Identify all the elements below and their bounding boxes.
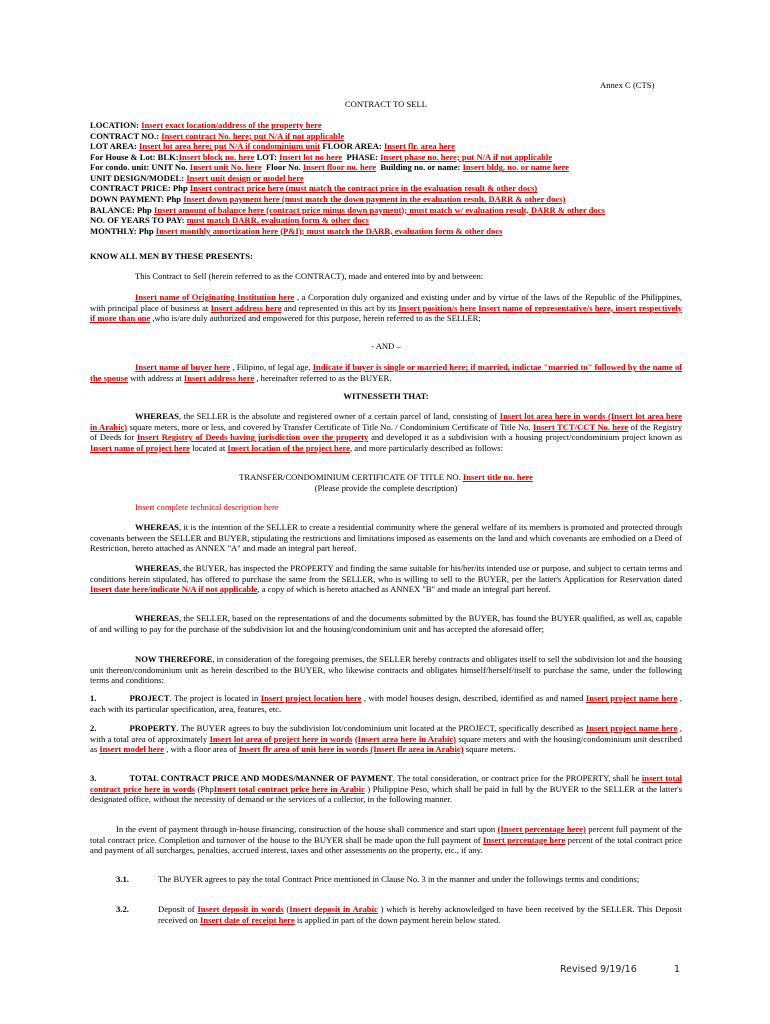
buyer-status-insert[interactable]: Indicate if buyer is single or married here; if married, indictae "married to" followed by the name of the spouse bbox=[90, 362, 682, 383]
and-separator: - AND – bbox=[371, 341, 401, 351]
bldg-value[interactable]: Insert bldg. no. or name here bbox=[462, 162, 569, 173]
project-name-insert[interactable]: Insert name of project here bbox=[90, 442, 190, 453]
document-title: CONTRACT TO SELL bbox=[344, 99, 428, 109]
whereas-2: WHEREAS, it is the intention of the SELLER to create a residential community where the general welfare of its members is promoted and protected through covenants between the SELLER and BUYER, stipulating the restrictions and limitations imposed as easements on the land and which covenants are embodied on a Deed of Restriction, hereto attached as ANNEX "A" and made an integral part hereof. bbox=[90, 522, 682, 554]
inhouse-paragraph: In the event of payment through in-house financing, construction of the house shall commence and start upon (Insert percentage here) percent full payment of the total contract price. Completion and turnover of the house to the BUYER shall be made upon the full payment of Insert percentage here percent of the total contract price and payment of all surcharges, penalties, accrued interest, taxes and other assessments on the property, etc., if any. bbox=[90, 824, 682, 856]
revised-date: Revised 9/19/16 bbox=[560, 964, 637, 975]
floor-area-value[interactable]: Insert flr. area here bbox=[383, 141, 455, 152]
whereas-4: WHEREAS, the SELLER, based on the representations of and the documents submitted by the BUYER, has found the BUYER qualified, as well as, capable of and willing to pay for the purchase of the subdivision lot and the housing/condominium unit and has accepted the aforesaid offer; bbox=[90, 613, 682, 634]
title-no-insert[interactable]: Insert title no. here bbox=[462, 472, 533, 482]
blk-value[interactable]: Insert block no. here bbox=[178, 151, 255, 162]
down-payment-value[interactable]: Insert down payment here (must match the down payment in the evaluation result, DARR & other docs) bbox=[183, 193, 566, 204]
phase-value[interactable]: Insert phase no. here; put N/A if not applicable bbox=[380, 151, 553, 162]
contract-price-value[interactable]: Insert contract price here (must match the contract price in the evaluation result & other docs) bbox=[189, 183, 538, 194]
page-number: 1 bbox=[674, 964, 681, 975]
technical-description-insert[interactable]: Insert complete technical description here bbox=[135, 502, 279, 512]
intro-paragraph: This Contract to Sell (herein referred to as the CONTRACT), made and entered into by and between: bbox=[135, 271, 484, 281]
receipt-date-insert[interactable]: Insert date of receipt here bbox=[200, 914, 295, 925]
deposit-words-insert[interactable]: Insert deposit in words bbox=[197, 904, 284, 914]
years-value[interactable]: must match DARR, evaluation form & other docs bbox=[186, 215, 369, 226]
buyer-name-insert[interactable]: Insert name of buyer here bbox=[135, 362, 231, 372]
unit-design-value[interactable]: Insert unit design or model here bbox=[186, 172, 304, 183]
clause-3: 3. TOTAL CONTRACT PRICE AND MODES/MANNER OF PAYMENT. The total consideration, or contract price for the PROPERTY, shall be insert total contract price here in words (PhpInsert total contract price here in Arabic ) Philippine Peso, which shall be paid in full by the BUYER to the SELLER at the latter's designated office, without the necessity of demand or the services of a collector, in the following manner. bbox=[90, 773, 683, 805]
unit-value[interactable]: Insert unit No. here bbox=[189, 162, 262, 173]
buyer-paragraph: Insert name of buyer here , Filipino, of legal age, Indicate if buyer is single or married here; if married, indictae "married to" followed by the name of the spouse with address at Insert address here , hereinafter referred to as the BUYER. bbox=[90, 362, 682, 383]
project-name-insert-2[interactable]: Insert project name here bbox=[585, 693, 678, 703]
seller-rep-insert[interactable]: Insert position/s here Insert name of representative/s here, insert respectively if more than one bbox=[90, 302, 682, 324]
percentage-insert-1[interactable]: (Insert percentage here) bbox=[497, 824, 586, 834]
contract-price-words-insert[interactable]: insert total contract price here in words bbox=[90, 773, 683, 794]
whereas-3: WHEREAS, the BUYER, has inspected the PROPERTY and finding the same suitable for his/her/its intended use or purpose, and subject to certain terms and conditions herein stipulated, has offered to purchase the same from the SELLER, who is willing to sell to the BUYER, per the latter's Application for Reservation dated Insert date here/indicate N/A if not applicable, a copy of which is hereto attached as ANNEX "B" and made an integral part hereof. bbox=[90, 563, 682, 595]
clause-1: 1. PROJECT. The project is located in Insert project location here , with model houses design, described, identified as and named Insert project name here , each with its particular specification, area, features, etc. bbox=[90, 693, 683, 714]
location-value[interactable]: Insert exact location/address of the property here bbox=[141, 120, 322, 130]
balance-value[interactable]: Insert amount of balance here (contract price minus down payment); must match w/ evaluation result, DARR & other docs bbox=[154, 204, 605, 215]
lot-area-project-insert[interactable]: Insert lot area of project here in words bbox=[209, 733, 353, 744]
registry-insert[interactable]: Insert Registry of Deeds having jurisdiction over the property bbox=[136, 432, 369, 443]
whereas-1: WHEREAS, the SELLER is the absolute and registered owner of a certain parcel of land, consisting of Insert lot area here in words (Insert lot area here in Arabic) square meters, more or less, and covered by Transfer Certificate of Title No. / Condominium Certificate of Title No. Insert TCT/CCT No. here of the Registry of Deeds for Insert Registry of Deeds having jurisdiction over the property and developed it as a subdivision with a housing project/condominium project known as Insert name of project here located at Insert location of the project here, and more particularly described as follows: bbox=[90, 411, 683, 453]
area-arabic-insert[interactable]: (Insert area here in Arabic) bbox=[354, 733, 457, 744]
project-location-insert-2[interactable]: Insert project location here bbox=[260, 693, 362, 703]
contract-no-value[interactable]: Insert contract No. here; put N/A if not applicable bbox=[161, 130, 345, 141]
lot-area-words-insert[interactable]: Insert lot area here in words (Insert lot area here in Arabic) bbox=[90, 411, 682, 432]
project-location-insert[interactable]: Insert location of the project here bbox=[227, 442, 350, 453]
contract-fields: LOCATION: Insert exact location/address of the property here CONTRACT NO.: Insert contract No. here; put N/A if not applicable LOT AREA: Insert lot area here; put N/A if condominium unit FLOOR AREA: Insert flr. area here For House & Lot: BLK:Insert block no. here LOT: Insert lot no here PHASE: Insert phase no. here; put N/A if not applicable For condo. unit: UNIT No. Insert unit No. here Floor No. Insert floor no. here Building no. or name: Insert bldg. no. or name here UNIT DESIGN/MODEL: Insert unit design or model here CONTRACT PRICE: Php Insert contract price here (must match the contract price in the evaluation result & other docs) DOWN PAYMENT: Php Insert down payment here (must match the down payment in the evaluation result, DARR & other docs) BALANCE: Php Insert amount of balance here (contract price minus down payment); must match w/ evaluation result, DARR & other docs NO. OF YEARS TO PAY: must match DARR, evaluation form & other docs MONTHLY: Php Insert monthly amortization here (P&I); must match the DARR, evaluation form & other docs bbox=[90, 120, 605, 236]
now-therefore: NOW THEREFORE, in consideration of the foregoing premises, the SELLER hereby contracts and obligates itself to sell the subdivision lot and the housing unit thereon/condominium unit as herein described to the BUYER, who likewise contracts and obligates himself/herself/itself to purchase the same, under the following terms and conditions: bbox=[90, 654, 683, 686]
tct-no-insert[interactable]: Insert TCT/CCT No. here bbox=[532, 421, 629, 432]
tct-heading: TRANSFER/CONDOMINIUM CERTIFICATE OF TITLE NO. Insert title no. here (Please provide the complete description) bbox=[239, 472, 533, 493]
clause-2: 2. PROPERTY. The BUYER agrees to buy the subdivision lot/condominium unit located at the PROJECT, specifically described as Insert project name here , with a total area of approximately Insert lot area of project here in words (Insert area here in Arabic) square meters and with the housing/condominium unit described as Insert model here , with a floor area of Insert flr area of unit here in words (Insert flr area in Arabic) square meters. bbox=[90, 723, 683, 755]
floor-area-unit-insert[interactable]: Insert flr area of unit here in words (Insert flr area in Arabic) bbox=[238, 744, 464, 755]
reservation-date-insert[interactable]: Insert date here/indicate N/A if not applicable bbox=[90, 584, 258, 595]
seller-address-insert[interactable]: Insert address here bbox=[210, 302, 282, 313]
seller-name-insert[interactable]: Insert name of Originating Institution here bbox=[135, 292, 295, 302]
model-insert[interactable]: Insert model here bbox=[99, 744, 165, 755]
lot-value[interactable]: Insert lot no here bbox=[279, 151, 343, 162]
know-all-heading: KNOW ALL MEN BY THESE PRESENTS: bbox=[90, 251, 253, 261]
deposit-arabic-insert[interactable]: Insert deposit in Arabic bbox=[289, 904, 378, 914]
contract-price-arabic-insert[interactable]: Insert total contract price here in Arabic bbox=[213, 783, 365, 794]
buyer-address-insert[interactable]: Insert address here bbox=[183, 372, 255, 383]
percentage-insert-2[interactable]: Insert percentage here bbox=[482, 834, 566, 845]
clause-3-2: 3.2. Deposit of Insert deposit in words (Insert deposit in Arabic ) which is hereby acknowledged to have been received by the SELLER. This Deposit received on Insert date of receipt here is applied in part of the down payment herein below stated. bbox=[116, 904, 683, 925]
monthly-value[interactable]: Insert monthly amortization here (P&I); must match the DARR, evaluation form & other docs bbox=[155, 225, 503, 236]
lot-area-value[interactable]: Insert lot area here; put N/A if condominium unit bbox=[139, 141, 321, 152]
project-name-insert-3[interactable]: Insert project name here bbox=[585, 723, 678, 733]
clause-3-1: 3.1. The BUYER agrees to pay the total Contract Price mentioned in Clause No. 3 in the manner and under the followings terms and conditions; bbox=[116, 874, 640, 884]
seller-paragraph: Insert name of Originating Institution here , a Corporation duly organized and existing under and by virtue of the laws of the Republic of the Philippines, with principal place of business at Insert address here and represented in this act by its Insert position/s here Insert name of representative/s here, insert respectively if more than one ,who is/are duly authorized and empowered for this purpose, herein referred to as the SELLER; bbox=[90, 292, 682, 324]
floor-no-value[interactable]: Insert floor no. here bbox=[302, 162, 377, 173]
annex-label: Annex C (CTS) bbox=[600, 80, 655, 90]
witnesseth-heading: WITNESSETH THAT: bbox=[343, 391, 429, 401]
page-footer bbox=[560, 964, 681, 976]
